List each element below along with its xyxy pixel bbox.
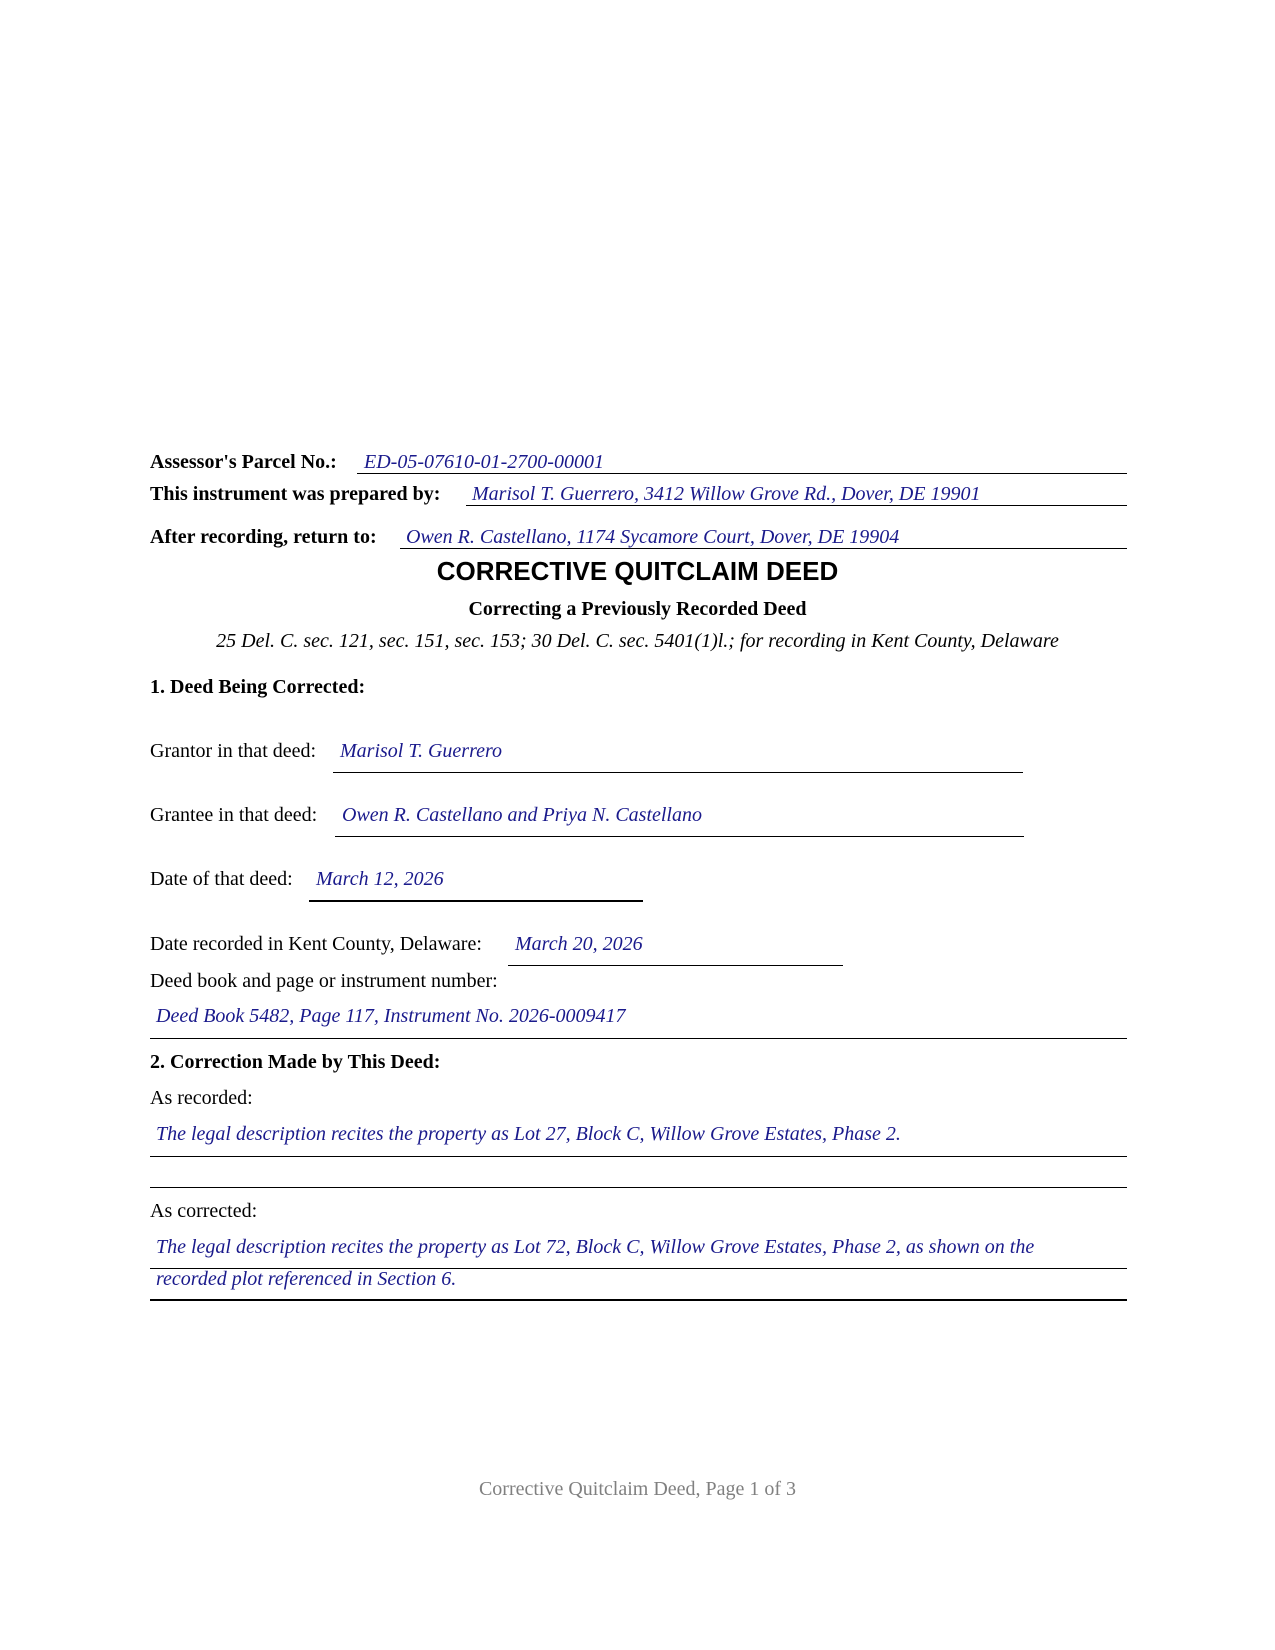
deed-date-value[interactable]: March 12, 2026 — [316, 868, 444, 890]
as-corrected-label: As corrected: — [150, 1200, 258, 1222]
recorded-date-value[interactable]: March 20, 2026 — [515, 933, 643, 955]
parcel-underline — [357, 473, 1127, 474]
parcel-label: Assessor's Parcel No.: — [150, 451, 337, 473]
grantee-label: Grantee in that deed: — [150, 804, 318, 826]
grantor-label: Grantor in that deed: — [150, 740, 317, 762]
return-value[interactable]: Owen R. Castellano, 1174 Sycamore Court, Dover, DE 19904 — [406, 526, 900, 548]
as-recorded-label: As recorded: — [150, 1087, 253, 1109]
return-underline — [400, 548, 1127, 549]
as-corrected-underline-2 — [150, 1299, 1127, 1301]
statute-citation: 25 Del. C. sec. 121, sec. 151, sec. 153; 30 Del. C. sec. 5401(1)l.; for recording in Kent County, Delaware — [216, 630, 1059, 652]
return-label: After recording, return to: — [150, 526, 377, 548]
deed-book-label: Deed book and page or instrument number: — [150, 970, 498, 992]
grantor-underline — [333, 772, 1023, 773]
deed-book-underline — [150, 1038, 1127, 1039]
as-corrected-value-line1[interactable]: The legal description recites the property as Lot 72, Block C, Willow Grove Estates, Phase 2, as shown on the — [156, 1236, 1035, 1258]
grantee-underline — [335, 836, 1024, 837]
prepared-value[interactable]: Marisol T. Guerrero, 3412 Willow Grove Rd., Dover, DE 19901 — [472, 483, 981, 505]
page-footer: Corrective Quitclaim Deed, Page 1 of 3 — [478, 1478, 797, 1500]
as-corrected-value-line2[interactable]: recorded plot referenced in Section 6. — [156, 1268, 457, 1290]
document-subtitle: Correcting a Previously Recorded Deed — [468, 598, 807, 620]
document-title: CORRECTIVE QUITCLAIM DEED — [436, 556, 839, 586]
section2-heading: 2. Correction Made by This Deed: — [150, 1051, 441, 1073]
deed-date-underline — [309, 900, 643, 902]
prepared-underline — [466, 505, 1127, 506]
prepared-label: This instrument was prepared by: — [150, 483, 441, 505]
section1-heading: 1. Deed Being Corrected: — [150, 676, 366, 698]
recorded-date-label: Date recorded in Kent County, Delaware: — [150, 933, 482, 955]
recorded-date-underline — [508, 965, 843, 966]
parcel-value[interactable]: ED-05-07610-01-2700-00001 — [364, 451, 604, 473]
grantor-value[interactable]: Marisol T. Guerrero — [340, 740, 503, 762]
as-recorded-underline-1 — [150, 1156, 1127, 1157]
deed-date-label: Date of that deed: — [150, 868, 293, 890]
grantee-value[interactable]: Owen R. Castellano and Priya N. Castellano — [342, 804, 702, 826]
as-recorded-value[interactable]: The legal description recites the property as Lot 27, Block C, Willow Grove Estates, Phase 2. — [156, 1123, 901, 1145]
as-recorded-underline-2 — [150, 1187, 1127, 1188]
deed-book-value[interactable]: Deed Book 5482, Page 117, Instrument No. 2026-0009417 — [156, 1005, 626, 1027]
